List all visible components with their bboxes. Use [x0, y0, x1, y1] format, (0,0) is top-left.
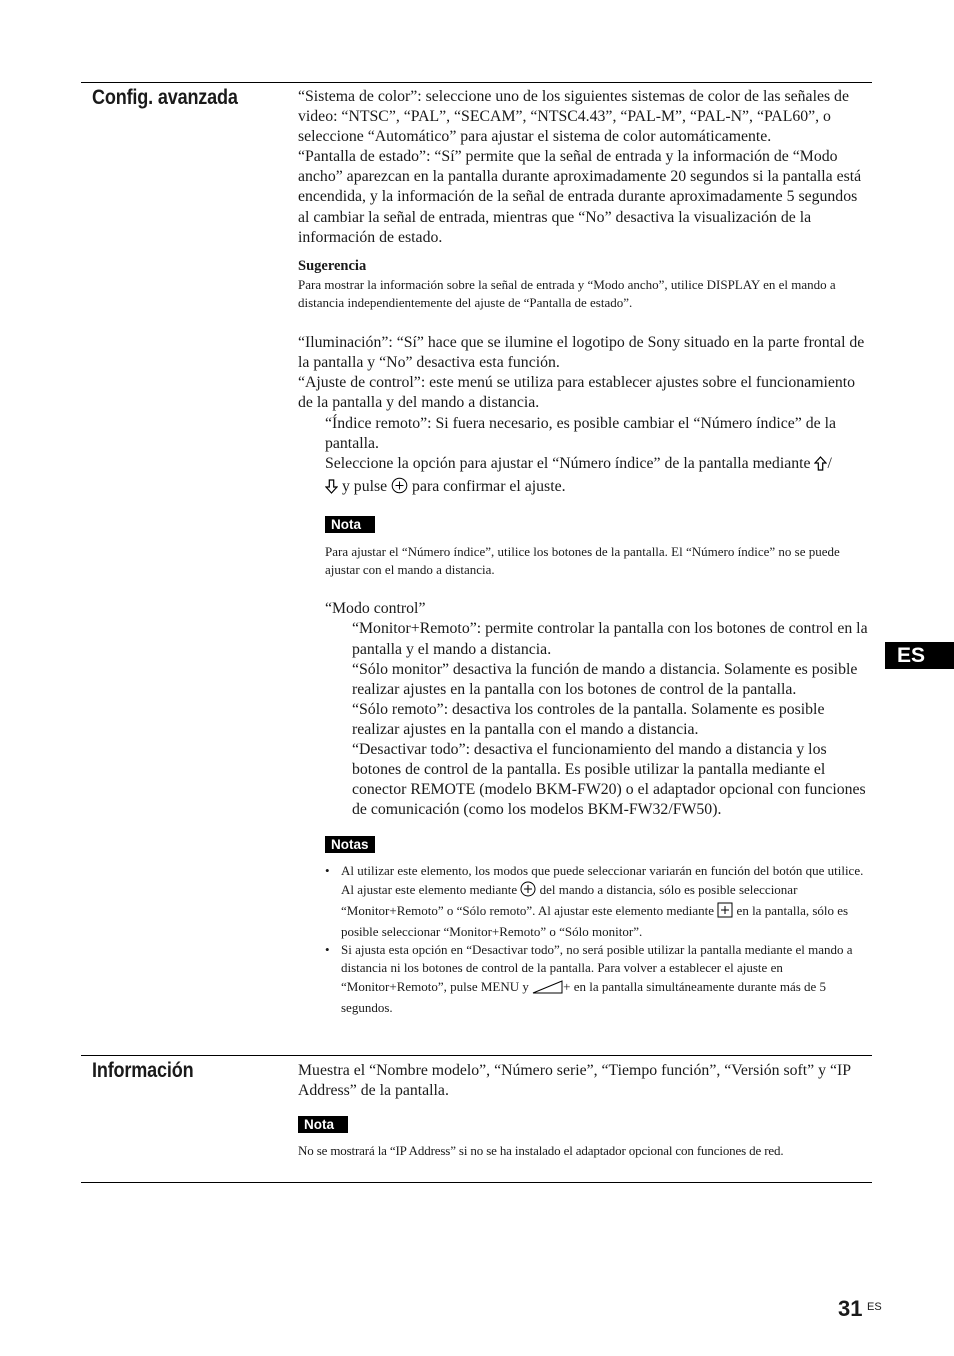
page-language-suffix: ES	[867, 1301, 882, 1313]
ajuste-control-text: “Ajuste de control”: este menú se utiliza para establecer ajustes sobre el funcionamiento de la pantalla y del mando a distancia.	[298, 374, 856, 412]
down-arrow-icon	[325, 479, 338, 500]
iluminacion-text: “Iluminación”: “Sí” hace que se ilumine el logotipo de Sony situado en la parte frontal de la pantalla y “No” desactiva esta función.	[298, 334, 865, 372]
indice-remoto-instructions: Seleccione la opción para ajustar el “Número índice” de la pantalla mediante / y pulse para confirmar el ajuste.	[325, 454, 872, 500]
bottom-rule	[81, 1182, 872, 1183]
notas-block	[325, 836, 872, 1017]
control-button-icon	[717, 902, 733, 923]
nota-item-1: • Al utilizar este elemento, los modos que puede seleccionar variarán en función del botón que utilice. Al ajustar este elemento mediante del mando a distancia, sólo es posible seleccionar “Monitor+Remoto” o “Sólo remoto”. Al ajustar este elemento mediante en la pantalla, sólo es posible seleccionar “Monitor+Remoto” o “Sólo monitor”.	[325, 862, 872, 941]
notas-badge: Notas	[325, 836, 375, 853]
modo-control-heading: “Modo control”	[325, 600, 426, 618]
nota-badge: Nota	[325, 516, 375, 533]
enter-button-icon	[391, 477, 408, 500]
nota-indice-block	[325, 516, 872, 579]
sugerencia-text: Para mostrar la información sobre la señal de entrada y “Modo ancho”, utilice DISPLAY en el mando a distancia independientemente del ajuste de “Pantalla de estado”.	[298, 276, 836, 310]
pantalla-estado-text: “Pantalla de estado”: “Sí” permite que la señal de entrada y la información de “Modo ancho” aparezcan en la pantalla durante aproximadamente 20 segundos si la pantalla está encendida, y la información de la señal de entrada durante aproximadamente 5 segundos al cambiar la señal de entrada, mientras que “No” desactiva la visualización de la información de estado.	[298, 148, 862, 246]
nota-ip-block	[298, 1116, 872, 1160]
up-arrow-icon	[814, 456, 827, 477]
section-divider	[81, 1055, 872, 1056]
section-title-config-avanzada: Config. avanzada	[92, 86, 238, 109]
nota-ip-text: No se mostrará la “IP Address” si no se ha instalado el adaptador opcional con funciones de red.	[298, 1143, 784, 1159]
modo-solo-remoto-text: “Sólo remoto”: desactiva los controles de la pantalla. Solamente es posible realizar ajustes en la pantalla con el mando a distancia.	[352, 700, 825, 738]
nota-item-2: • Si ajusta esta opción en “Desactivar todo”, no será posible utilizar la pantalla mediante el mando a distancia ni los botones de control de la pantalla. Para volver a establecer el ajuste en “Monitor+Remoto”, pulse MENU y + en la pantalla simultáneamente durante más de 5 segundos.	[325, 941, 872, 1017]
modo-monitor-remoto-text: “Monitor+Remoto”: permite controlar la pantalla con los botones de control en la pantalla y el mando a distancia.	[352, 620, 868, 658]
informacion-text: Muestra el “Nombre modelo”, “Número serie”, “Tiempo función”, “Versión soft” y “IP Address” de la pantalla.	[298, 1062, 851, 1100]
config-avanzada-content	[298, 87, 872, 1017]
sistema-color-text: “Sistema de color”: seleccione uno de los siguientes sistemas de color de las señales de video: “NTSC”, “PAL”, “SECAM”, “NTSC4.43”, “PAL-M”, “PAL-N”, “PAL60”, o seleccione “Automático” para ajustar el sistema de color automáticamente.	[298, 88, 849, 146]
volume-ramp-icon	[532, 980, 563, 999]
language-tab: ES	[885, 642, 954, 669]
modo-desactivar-todo-text: “Desactivar todo”: desactiva el funcionamiento del mando a distancia y los botones de control de la pantalla. Es posible utilizar la pantalla mediante el conector REMOTE (modelo BKM-FW20) o el adaptador opcional con funciones de comunicación (como los modelos BKM-FW32/FW50).	[352, 740, 866, 819]
page-number: 31	[838, 1296, 863, 1321]
section-title-informacion: Información	[92, 1059, 194, 1082]
sugerencia-label: Sugerencia	[298, 257, 367, 274]
informacion-content	[298, 1061, 872, 1160]
top-rule	[81, 82, 872, 83]
indice-remoto-text: “Índice remoto”: Si fuera necesario, es posible cambiar el “Número índice” de la pantalla.	[325, 414, 836, 452]
modo-solo-monitor-text: “Sólo monitor” desactiva la función de mando a distancia. Solamente es posible realizar ajustes en la pantalla con los botones de control de la pantalla.	[352, 660, 858, 698]
notas-list	[325, 862, 872, 1017]
nota-indice-text: Para ajustar el “Número índice”, utilice los botones de la pantalla. El “Número índice” no se puede ajustar con el mando a distancia.	[325, 543, 840, 578]
nota-badge: Nota	[298, 1116, 348, 1133]
enter-button-icon	[520, 881, 536, 902]
